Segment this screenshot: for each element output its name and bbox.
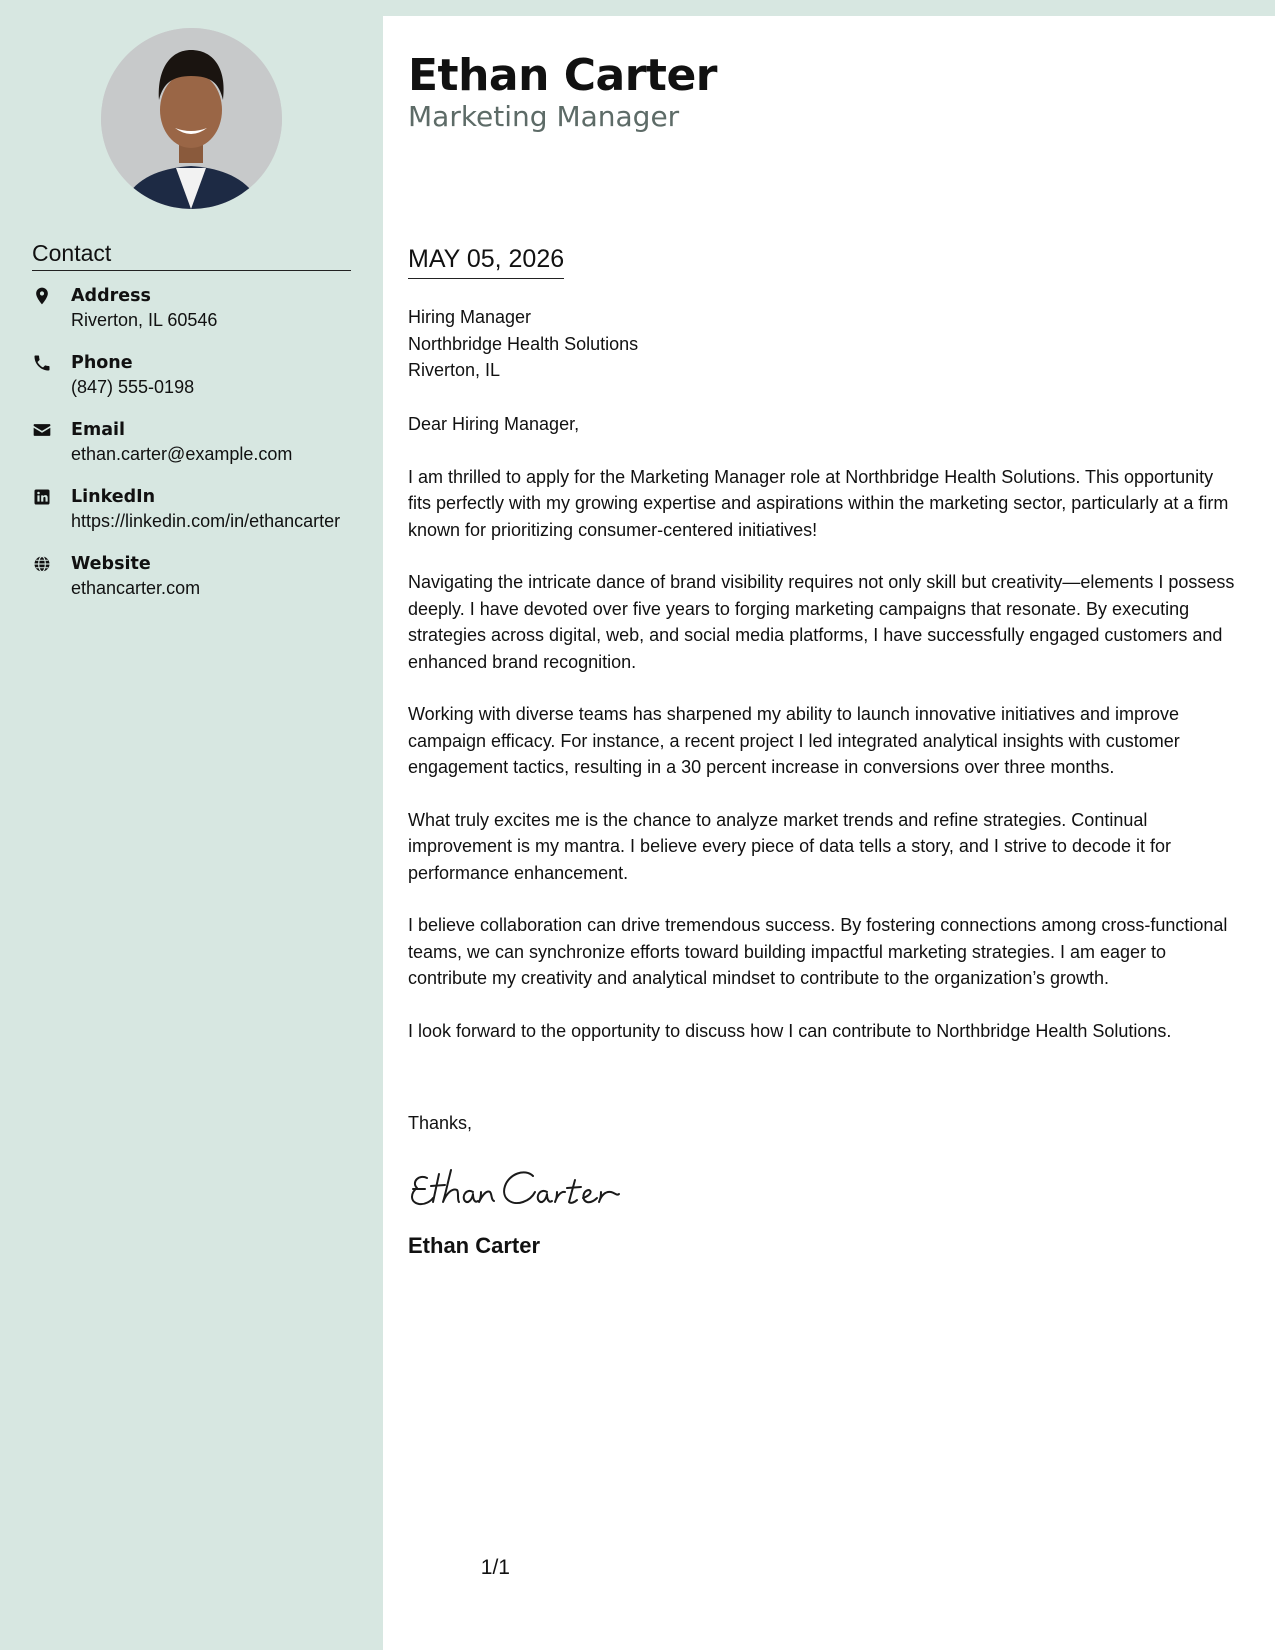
body-paragraph: I am thrilled to apply for the Marketing Manager role at Northbridge Health Solutions. This opportunity fits perfectly with my growing expertise and aspirations within the marketing sector, particularly at a firm known for prioritizing consumer-centered initiatives! (408, 466, 1229, 540)
salutation: Dear Hiring Manager, (408, 414, 580, 434)
body-paragraph: What truly excites me is the chance to analyze market trends and refine strategies. Continual improvement is my mantra. I believe every piece of data tells a story, and I strive to decode it for performance enhancement. (408, 809, 1172, 883)
body-paragraph: I believe collaboration can drive tremendous success. By fostering connections among cross-functional teams, we can synchronize efforts toward building impactful marketing strategies. I am eager to contribute my creativity and analytical mindset to contribute to the organization’s growth. (408, 915, 1228, 988)
email-icon (32, 418, 71, 467)
profile-photo (101, 28, 282, 209)
phone-icon (32, 351, 71, 400)
recipient-block (408, 304, 1238, 384)
contact-item-email (32, 418, 362, 467)
recipient-line: Hiring Manager (408, 307, 532, 327)
body-paragraph: I look forward to the opportunity to discuss how I can contribute to Northbridge Health Solutions. (408, 1020, 1172, 1041)
recipient-line: Riverton, IL (408, 360, 501, 380)
contact-label: Email (71, 420, 125, 440)
body-paragraph: Working with diverse teams has sharpened my ability to launch innovative initiatives and improve campaign efficacy. For instance, a recent project I led integrated analytical insights with customer engagement tactics, resulting in a 30 percent increase in conversions over three months. (408, 704, 1180, 777)
letter-main (383, 16, 1275, 1650)
contact-label: Website (71, 554, 151, 574)
globe-icon (32, 552, 71, 601)
closing: Thanks, (408, 1113, 473, 1133)
recipient-line: Northbridge Health Solutions (408, 333, 639, 354)
contact-item-address (32, 284, 362, 333)
sidebar (0, 0, 383, 1650)
signer-name: Ethan Carter (408, 1233, 541, 1258)
contact-heading: Contact (32, 240, 351, 271)
page-number: 1/1 (480, 1556, 510, 1579)
contact-item-phone (32, 351, 362, 400)
contact-label: LinkedIn (71, 487, 156, 507)
profile-photo-image (101, 28, 282, 209)
contact-label: Phone (71, 353, 133, 373)
handwritten-signature (405, 1156, 635, 1216)
contact-item-linkedin (32, 485, 362, 534)
contact-list (32, 284, 362, 619)
letter-body (408, 411, 1238, 1070)
location-pin-icon (32, 284, 71, 333)
body-paragraph: Navigating the intricate dance of brand visibility requires not only skill but creativity—elements I possess deeply. I have devoted over five years to forging marketing campaigns that resonate. By executing strategies across digital, web, and social media platforms, I have successfully engaged customers and enhanced brand recognition. (408, 572, 1235, 672)
applicant-name: Ethan Carter (408, 50, 718, 101)
contact-value: ethancarter.com (71, 578, 201, 598)
contact-value: Riverton, IL 60546 (71, 310, 218, 330)
contact-label: Address (71, 286, 151, 306)
letter-date: MAY 05, 2026 (408, 245, 564, 279)
contact-value: ethan.carter@example.com (71, 444, 293, 464)
contact-value: (847) 555-0198 (71, 377, 195, 397)
applicant-title: Marketing Manager (408, 100, 680, 133)
contact-item-website (32, 552, 362, 601)
contact-value: https://linkedin.com/in/ethancarter (71, 511, 341, 531)
linkedin-icon (32, 485, 71, 534)
